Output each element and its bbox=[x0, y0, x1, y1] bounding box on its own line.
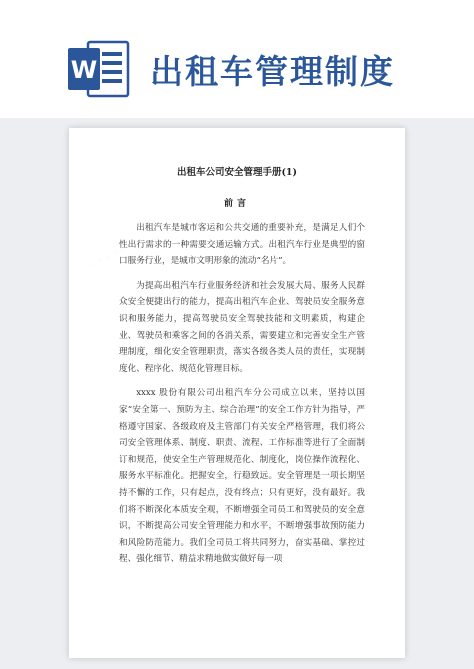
document-page bbox=[69, 128, 405, 658]
banner-header bbox=[0, 0, 474, 132]
section-title: 前言 bbox=[223, 199, 250, 209]
word-document-icon bbox=[66, 40, 130, 98]
word-icon-letter: W bbox=[70, 56, 98, 84]
paragraph: 出租汽车是城市客运和公共交通的重要补充，是满足人们个性出行需求的一种需要交通运输方式。出租汽车行业是典型的窗口服务行业，是城市文明形象的流动“名片”。 bbox=[119, 223, 365, 267]
document-body bbox=[119, 220, 365, 576]
paragraph: xxxx 股份有限公司出租汽车分公司成立以来，坚持以国家“安全第一、预防为主、综合治理”的安全工作方针为指导，严格遵守国家、各级政府及主管部门有关安全严格管理，我们将公司安全管理体系、制度、职责、流程、工作标准等进行了全面制订和规范，使安全生产管理规范化、制度化，岗位操作流程化、服务水平标准化。把握安全，行稳致远。安全管理是一项长期坚持不懈的工作，只有起点，没有终点；只有更好，没有最好。我们将不断深化本质安全观，不断增强全司员工和驾驶员的安全意识，不断提高公司安全管理能力和水平，不断增强事故预防能力和风险防范能力。我们全司员工将共同努力，奋实基础、掌控过程、强化细节、精益求精地做实做好每一项 bbox=[119, 388, 365, 565]
page-title: 出租车管理制度 bbox=[150, 52, 395, 91]
paragraph: 为提高出租汽车行业服务经济和社会发展大局、服务人民群众安全便捷出行的能力，提高出租汽车企业、驾驶员安全服务意识和服务能力，提高驾驶员安全驾驶技能和文明素质，构建企业、驾驶员和乘客之间的各消关系，需要建立和完善安全生产管理制度，细化安全管理职责，落实各级各类人员的责任，实现制度化、程序化、规范化管理目标。 bbox=[119, 280, 365, 374]
document-heading: 出租车公司安全管理手册(1) bbox=[176, 167, 298, 178]
